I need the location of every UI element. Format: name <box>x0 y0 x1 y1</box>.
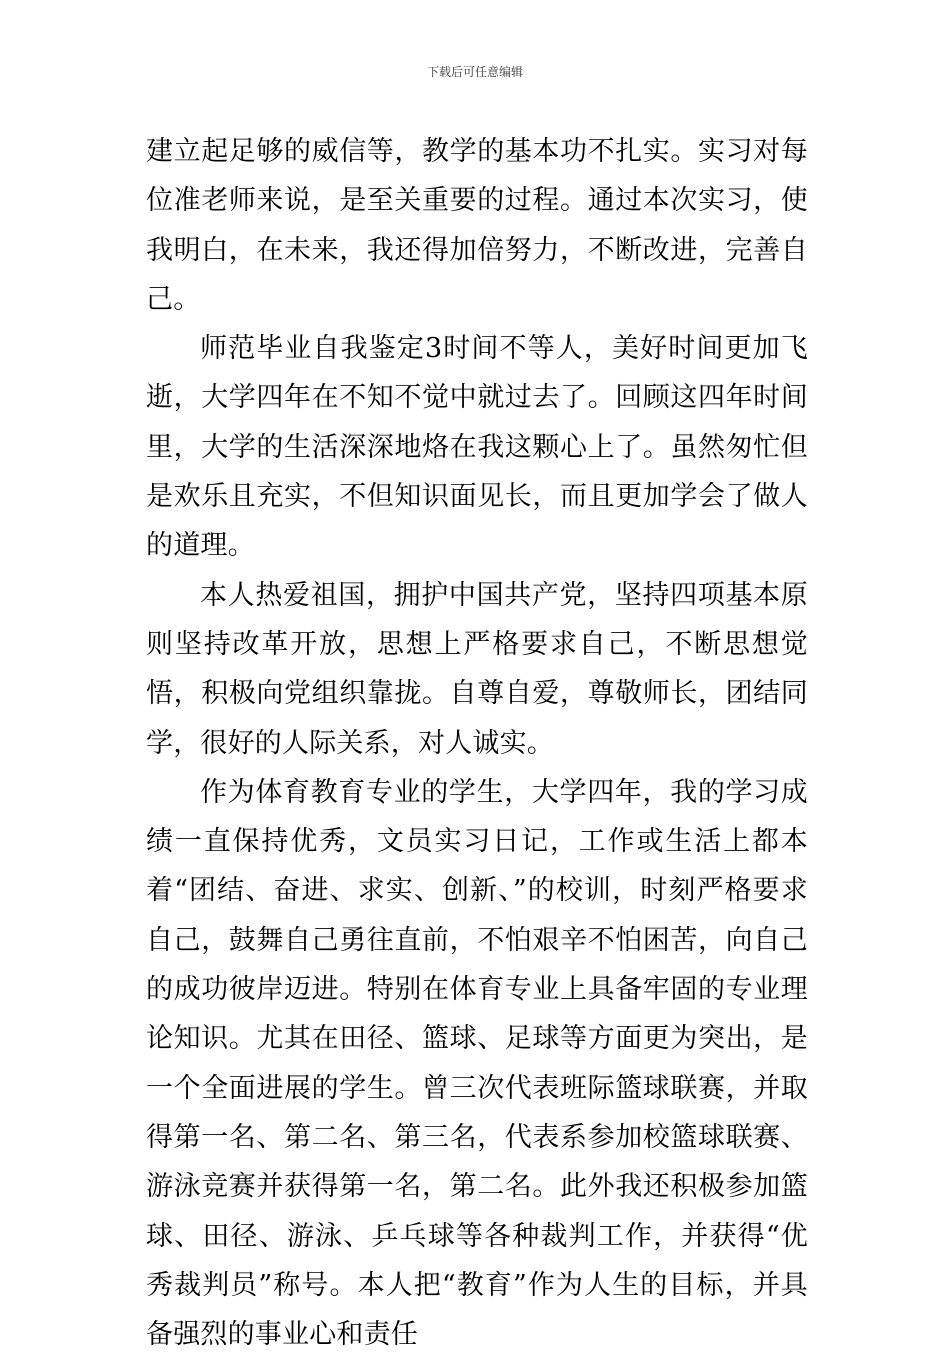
paragraph: 建立起足够的威信等，教学的基本功不扎实。实习对每位准老师来说，是至关重要的过程。通过本次实习，使我明白，在未来，我还得加倍努力，不断改进，完善自己。 <box>146 136 808 315</box>
paragraph: 师范毕业自我鉴定3时间不等人，美好时间更加飞逝，大学四年在不知不觉中就过去了。回顾这四年时间里，大学的生活深深地烙在我这颗心上了。虽然匆忙但是欢乐且充实，不但知识面见长，而且更加学会了做人的道理。 <box>146 333 808 562</box>
page-header: 下载后可任意编辑 <box>426 65 523 79</box>
paragraph: 本人热爱祖国，拥护中国共产党，坚持四项基本原则坚持改革开放，思想上严格要求自己，不断思想觉悟，积极向党组织靠拢。自尊自爱，尊敬师长，团结同学，很好的人际关系，对人诚实。 <box>146 579 808 759</box>
document-body <box>146 127 808 1359</box>
paragraph: 作为体育教育专业的学生，大学四年，我的学习成绩一直保持优秀，文员实习日记，工作或生活上都本着“团结、奋进、求实、创新、”的校训，时刻严格要求自己，鼓舞自己勇往直前，不怕艰辛不怕困苦，向自己的成功彼岸迈进。特别在体育专业上具备牢固的专业理论知识。尤其在田径、篮球、足球等方面更为突出，是一个全面进展的学生。曾三次代表班际篮球联赛，并取得第一名、第二名、第三名，代表系参加校篮球联赛、游泳竞赛并获得第一名，第二名。此外我还积极参加篮球、田径、游泳、乒乓球等各种裁判工作，并获得“优秀裁判员”称号。本人把“教育”作为人生的目标，并具备强烈的事业心和责任 <box>146 776 808 1351</box>
